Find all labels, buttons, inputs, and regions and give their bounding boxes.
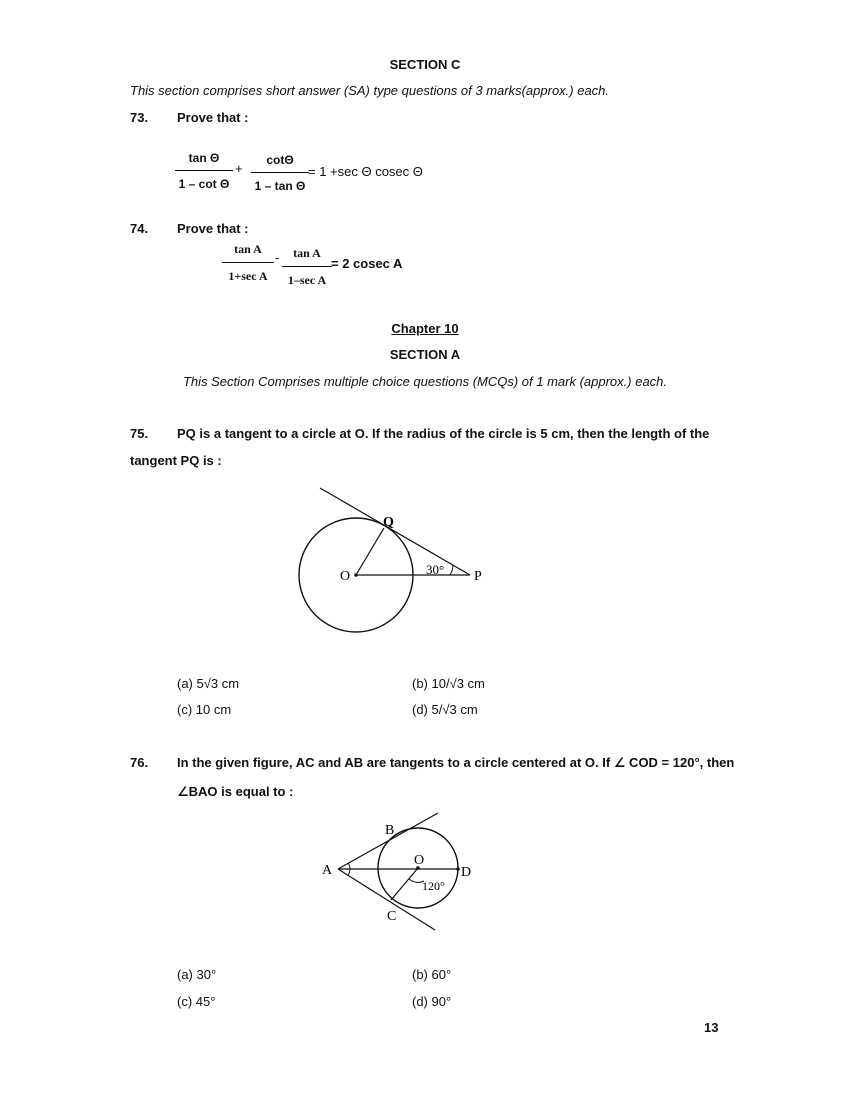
q73-prompt: Prove that : <box>177 110 249 125</box>
chapter-section-heading: SECTION A <box>389 347 461 362</box>
q76-text-line1: In the given figure, AC and AB are tangents to a circle centered at O. If ∠ COD = 120°, then <box>177 755 735 770</box>
q75-text-line1: PQ is a tangent to a circle at O. If the radius of the circle is 5 cm, then the length of the <box>177 426 710 441</box>
q75-option-b: (b) 10/√3 cm <box>412 676 485 691</box>
q76-radius-oc <box>391 868 418 900</box>
q75-option-c: (c) 10 cm <box>177 702 232 717</box>
q73-fraction-1-numerator: tan Θ <box>188 151 220 165</box>
q73-fraction-2 <box>251 153 309 193</box>
q73-fraction-1 <box>175 151 233 191</box>
q73-fraction-2-numerator: cotΘ <box>266 153 294 167</box>
q76-option-a: (a) 30° <box>177 967 217 982</box>
q75-label-p: P <box>474 569 482 584</box>
q75-text-line2: tangent PQ is : <box>130 453 222 468</box>
q76-label-o: O <box>414 853 425 868</box>
q74-fraction-2 <box>282 246 332 288</box>
q76-option-b: (b) 60° <box>412 967 452 982</box>
q75-label-o: O <box>340 569 351 584</box>
q75-center-point <box>354 573 358 577</box>
q73-plus: + <box>235 161 243 176</box>
q74-prompt: Prove that : <box>177 221 249 236</box>
q74-rhs: = 2 cosec A <box>331 256 403 271</box>
q75-angle-label: 30° <box>426 562 445 577</box>
q76-angle-label: 120° <box>422 879 445 893</box>
q75-tangent-figure <box>280 482 500 642</box>
q73-fraction-1-denominator: 1 – cot Θ <box>175 170 233 191</box>
q75-label-q: Q <box>383 515 394 530</box>
q76-number: 76. <box>130 755 149 770</box>
q76-label-a: A <box>322 863 333 878</box>
q76-option-c: (c) 45° <box>177 994 216 1009</box>
q74-minus: - <box>275 250 280 265</box>
q76-option-d: (d) 90° <box>412 994 452 1009</box>
q76-text-line2: ∠BAO is equal to : <box>177 784 294 799</box>
q74-number: 74. <box>130 221 149 236</box>
q75-option-d: (d) 5/√3 cm <box>412 702 478 717</box>
q76-label-d: D <box>461 865 472 880</box>
q74-fraction-2-denominator: 1–sec A <box>282 266 332 288</box>
q76-label-b: B <box>385 823 395 838</box>
chapter-title: Chapter 10 <box>391 321 459 336</box>
q76-tangents-figure <box>310 808 490 938</box>
q73-number: 73. <box>130 110 149 125</box>
q75-radius-oq <box>356 528 384 575</box>
chapter-intro: This Section Comprises multiple choice questions (MCQs) of 1 mark (approx.) each. <box>182 374 668 389</box>
q75-angle-arc <box>450 565 453 575</box>
section-c-intro: This section comprises short answer (SA) type questions of 3 marks(approx.) each. <box>130 83 610 98</box>
q76-label-c: C <box>387 909 397 924</box>
section-c-heading: SECTION C <box>389 57 461 72</box>
q73-fraction-2-denominator: 1 – tan Θ <box>251 172 309 193</box>
q73-rhs: = 1 +sec Θ cosec Θ <box>308 164 423 179</box>
q75-number: 75. <box>130 426 149 441</box>
q74-fraction-1-denominator: 1+sec A <box>222 262 274 284</box>
q75-tangent-line <box>320 488 470 575</box>
q75-option-a: (a) 5√3 cm <box>177 676 240 691</box>
q74-fraction-1 <box>222 242 274 284</box>
q74-fraction-1-numerator: tan A <box>234 242 262 256</box>
page-number: 13 <box>704 1020 719 1035</box>
q74-fraction-2-numerator: tan A <box>293 246 321 260</box>
q76-point-d <box>456 867 460 871</box>
